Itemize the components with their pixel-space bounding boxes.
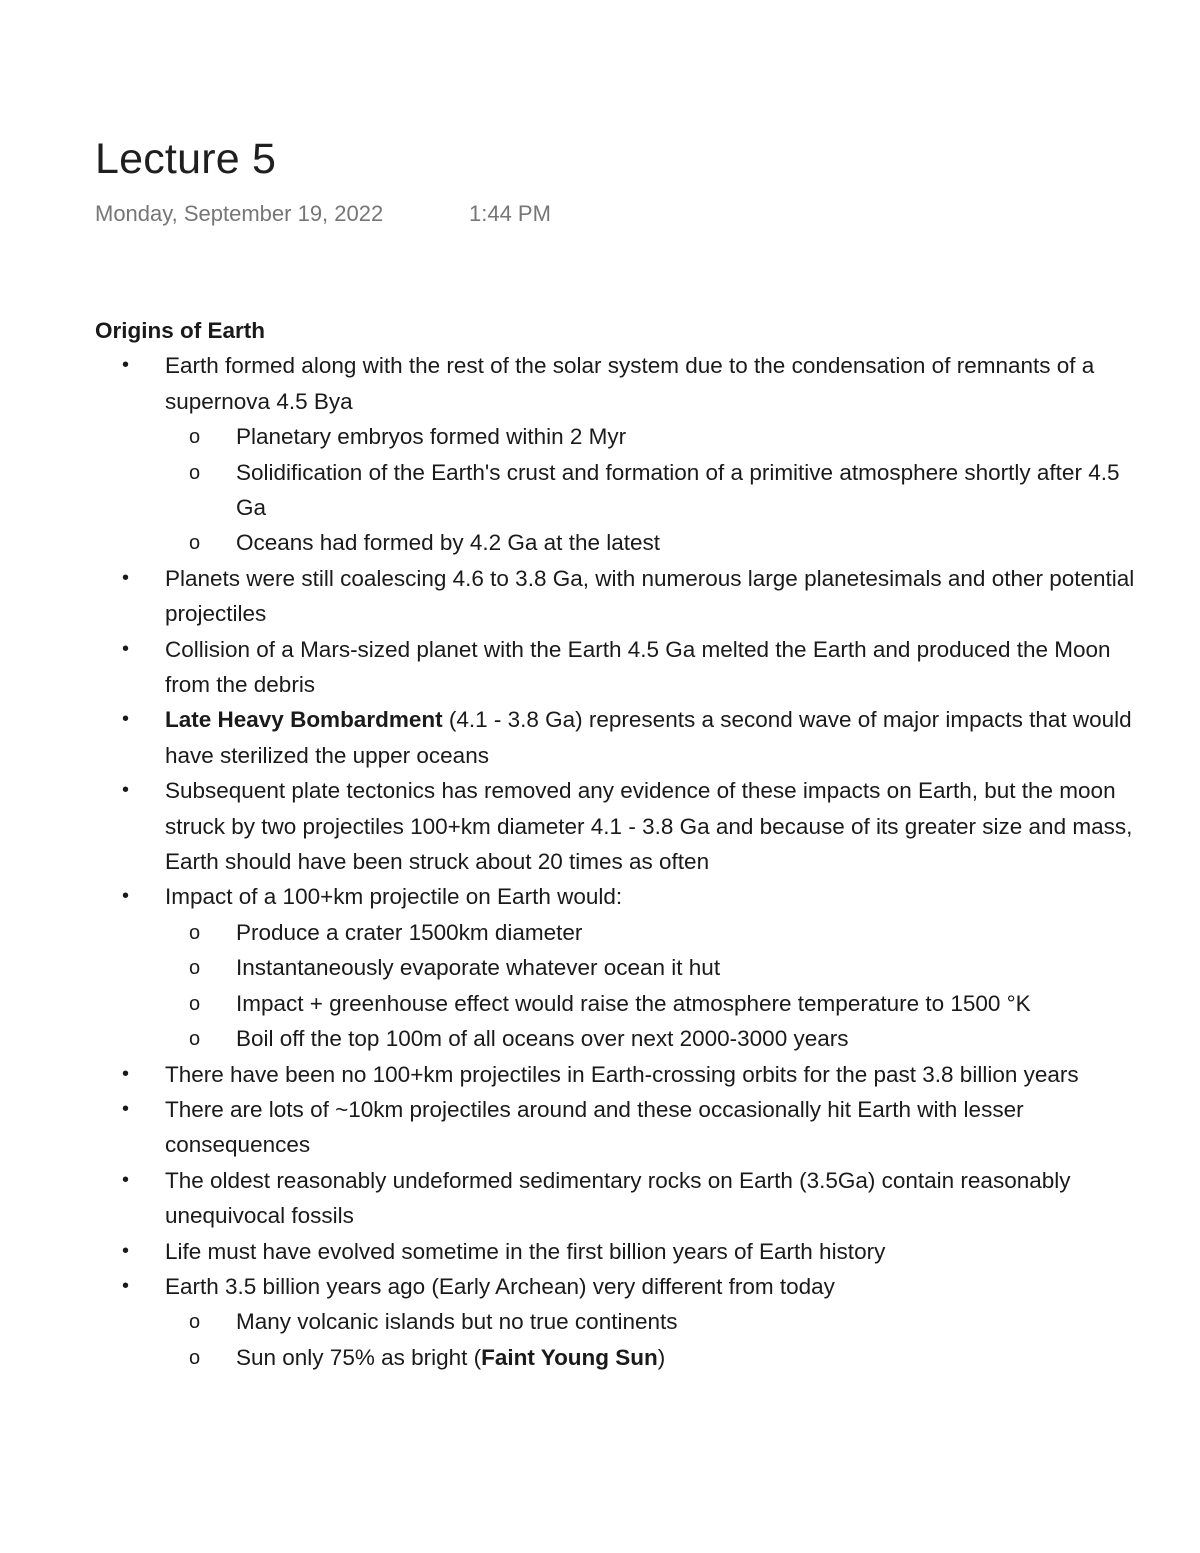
bullet-icon: • xyxy=(122,354,130,377)
list-item-text: Life must have evolved sometime in the first billion years of Earth history xyxy=(165,1238,886,1264)
sub-list-item-text: Boil off the top 100m of all oceans over next 2000-3000 years xyxy=(236,1026,849,1052)
bullet-icon: • xyxy=(122,1274,130,1297)
list-item xyxy=(95,561,1155,632)
bullet-icon: • xyxy=(122,1168,130,1191)
bullet-icon: • xyxy=(122,566,130,589)
bullet-list xyxy=(95,348,1155,1375)
sub-bullet-icon: o xyxy=(189,532,201,555)
sub-bullet-icon: o xyxy=(189,921,201,944)
bullet-icon: • xyxy=(122,1062,130,1085)
sub-bullet-list xyxy=(165,1304,1155,1375)
list-item-text: There have been no 100+km projectiles in Earth-crossing orbits for the past 3.8 billion years xyxy=(165,1061,1079,1087)
sub-bullet-icon: o xyxy=(189,1311,201,1334)
sub-bullet-list xyxy=(165,915,1155,1057)
page-metadata xyxy=(95,199,551,229)
bullet-icon: • xyxy=(122,637,130,660)
sub-list-item-text: Planetary embryos formed within 2 Myr xyxy=(236,424,627,450)
sub-list-item xyxy=(165,455,1155,526)
sub-list-item-text: Sun only 75% as bright ( xyxy=(236,1344,482,1370)
sub-list-item xyxy=(165,950,1155,985)
list-item-text: Earth formed along with the rest of the solar system due to the condensation of remnants of a supernova 4.5 Bya xyxy=(165,353,1095,414)
sub-list-item xyxy=(165,525,1155,560)
sub-bullet-icon: o xyxy=(189,1028,201,1051)
list-item-text: (4.1 - 3.8 Ga) represents a second wave of major impacts that would have sterilized the upper oceans xyxy=(165,707,1132,768)
note-time: 1:44 PM xyxy=(469,201,551,226)
sub-list-item-text: Solidification of the Earth's crust and formation of a primitive atmosphere shortly after 4.5 Ga xyxy=(236,459,1120,521)
sub-list-item-text: Produce a crater 1500km diameter xyxy=(236,919,583,945)
page-title: Lecture 5 xyxy=(95,135,277,183)
list-item xyxy=(95,1163,1155,1234)
list-item-text: Impact of a 100+km projectile on Earth would: xyxy=(165,884,623,910)
list-item-text: Planets were still coalescing 4.6 to 3.8 Ga, with numerous large planetesimals and other potential projectiles xyxy=(165,565,1135,627)
sub-bullet-icon: o xyxy=(189,957,201,980)
bold-term: Faint Young Sun xyxy=(481,1344,658,1370)
list-item xyxy=(95,1057,1155,1092)
list-item-text: There are lots of ~10km projectiles around and these occasionally hit Earth with lesser consequences xyxy=(165,1096,1024,1158)
sub-list-item-text: Many volcanic islands but no true continents xyxy=(236,1309,678,1335)
list-item xyxy=(95,1092,1155,1163)
sub-list-item xyxy=(165,1304,1155,1339)
list-item xyxy=(95,1269,1155,1375)
section-heading: Origins of Earth xyxy=(95,318,266,343)
list-item xyxy=(95,773,1155,879)
list-item xyxy=(95,632,1155,703)
list-item-text: Collision of a Mars-sized planet with the Earth 4.5 Ga melted the Earth and produced the Moon from the debris xyxy=(165,636,1111,698)
bullet-icon: • xyxy=(122,885,130,908)
sub-list-item xyxy=(165,1340,1155,1375)
sub-bullet-icon: o xyxy=(189,426,201,449)
list-item-text: Subsequent plate tectonics has removed any evidence of these impacts on Earth, but the moon struck by two projectiles 100+km diameter 4.1 - 3.8 Ga and because of its greater size and mass, Earth should have been struck about 20 times as often xyxy=(165,778,1133,875)
bullet-icon: • xyxy=(122,779,130,802)
sub-bullet-icon: o xyxy=(189,461,201,484)
list-item xyxy=(95,348,1155,560)
note-body xyxy=(95,313,1155,1375)
bullet-icon: • xyxy=(122,708,130,731)
sub-bullet-icon: o xyxy=(189,992,201,1015)
sub-list-item-text: Oceans had formed by 4.2 Ga at the latest xyxy=(236,530,660,556)
bullet-icon: • xyxy=(122,1239,130,1262)
bullet-icon: • xyxy=(122,1097,130,1120)
sub-list-item-text: ) xyxy=(657,1344,666,1370)
list-item-text: Earth 3.5 billion years ago (Early Archean) very different from today xyxy=(165,1273,835,1299)
list-item xyxy=(95,702,1155,773)
note-date: Monday, September 19, 2022 xyxy=(95,201,384,226)
list-item-text: The oldest reasonably undeformed sedimentary rocks on Earth (3.5Ga) contain reasonably unequivocal fossils xyxy=(165,1167,1071,1229)
sub-list-item-text: Impact + greenhouse effect would raise the atmosphere temperature to 1500 °K xyxy=(236,990,1031,1016)
list-item xyxy=(95,1234,1155,1269)
sub-list-item xyxy=(165,915,1155,950)
sub-bullet-icon: o xyxy=(189,1346,201,1369)
bold-term: Late Heavy Bombardment xyxy=(165,707,443,733)
sub-list-item xyxy=(165,419,1155,454)
sub-list-item xyxy=(165,986,1155,1021)
sub-list-item xyxy=(165,1021,1155,1056)
sub-bullet-list xyxy=(165,419,1155,561)
sub-list-item-text: Instantaneously evaporate whatever ocean it hut xyxy=(236,955,721,981)
list-item xyxy=(95,879,1155,1056)
